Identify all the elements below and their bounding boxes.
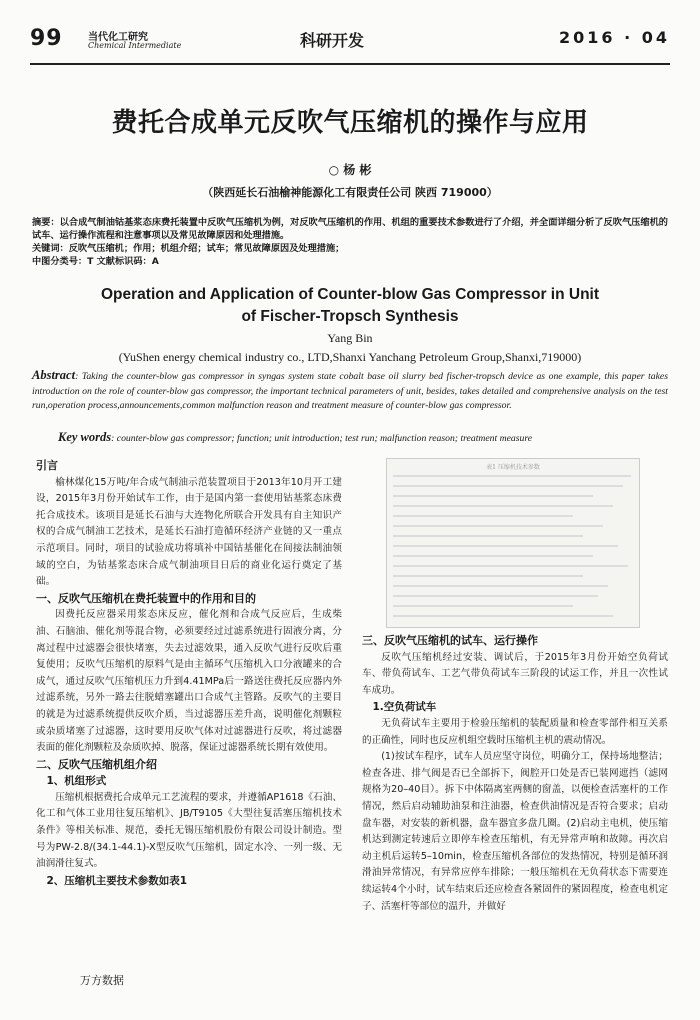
section3-paragraph: 反吹气压缩机经过安装、调试后，于2015年3月份开始空负荷试车、带负荷试车、工艺气带负荷试车三阶段的试运工作，并且一次性试车成功。: [362, 651, 668, 696]
title-en-line1: Operation and Application of Counter-blow Gas Compressor in Unit: [100, 286, 600, 303]
body-right-column: [362, 633, 668, 915]
abstract-en-text: : Taking the counter-blow gas compressor in syngas system state cobalt base oil slurry bed fischer-tropsch device as one example, this paper takes introduction on the role of counter-blow gas compressor, the important technical parameters of unit, besides, takes detailed and comprehensive analysis on the test run,operation process,announcements,common malfunction reason and treatment measure of counter-blow gas compressor.: [32, 371, 668, 411]
table-line: [393, 495, 593, 497]
section-label: 科研开发: [300, 31, 365, 50]
footer-source: 万方数据: [80, 974, 124, 987]
journal-title-en: Chemical Intermediate: [88, 41, 182, 50]
abstract-en: [32, 368, 668, 414]
affiliation-en: (YuShen energy chemical industry co., LTD,Shanxi Yanchang Petroleum Group,Shanxi,719000): [118, 350, 582, 364]
table-line: [393, 575, 583, 577]
table-line: [393, 515, 573, 517]
author-en: Yang Bin: [327, 331, 373, 345]
affiliation-cn: （陕西延长石油榆神能源化工有限责任公司 陕西 719000）: [202, 186, 498, 199]
section2-1-paragraph: 压缩机根据费托合成单元工艺流程的要求，并遵循AP1618《石油、化工和气体工业用往复压缩机》、JB/T9105《大型往复活塞压缩机技术条件》等相关标准、规范，委托无锡压缩机股份有限公司设计制造。型号为PW-2.8/(34.1-44.1)-X型反吹气压缩机，固定水冷、一列一级、无油润滑往复式。: [36, 791, 342, 870]
section3-1-paragraph2: (1)按试车程序，试车人员应坚守岗位，明确分工，保持场地整洁；检查各进、排气阀是否已全部拆下，阀腔开口处是否已装网遮挡（滤网规格为20–40目）。拆下中体隔离室两侧的窗盖，以便检查活塞杆的工作情况，然后启动辅助油泵和注油器，检查供油情况是否符合要求；启动盘车器，对安装的新机器，盘车器宜多盘几圈。(2)启动主电机，使压缩机达到测定转速后立即停车检查压缩机，有无异常声响和故障。再次启动主机后运转5–10min，检查压缩机各部位的发热情况，特别是循环润滑油异常情况，有异常应停车排除；一般压缩机在无负荷状态下需要连续运转4个小时，试车结束后还应检查各紧固件的紧固程度，检查电机定子、活塞杆等部位的温升，并做好: [362, 751, 668, 912]
page-number: 99: [30, 26, 63, 51]
table-line: [393, 535, 583, 537]
intro-heading: 引言: [36, 459, 58, 472]
table-title: 表1 压缩机技术参数: [486, 464, 540, 471]
title-en-line2: of Fischer-Tropsch Synthesis: [241, 308, 459, 325]
abstract-cn: 摘要：以合成气制油钴基浆态床费托装置中反吹气压缩机为例，对反吹气压缩机的作用、机组的重要技术参数进行了介绍，并全面详细分析了反吹气压缩机的试车、运行操作流程和注意事项以及常见故障原因和处理措施。: [32, 217, 668, 241]
abstract-label: Abstract: [32, 368, 76, 382]
keywords-cn: 关键词：反吹气压缩机；作用；机组介绍；试车；常见故障原因及处理措施；: [32, 243, 345, 254]
classification-cn: 中图分类号：T 文献标识码：A: [32, 256, 159, 267]
keywords-en: [58, 430, 668, 445]
header-rule: [30, 63, 670, 65]
section3-heading: 三、反吹气压缩机的试车、运行操作: [362, 634, 538, 647]
section3-1-paragraph1: 无负荷试车主要用于检验压缩机的装配质量和检查零部件相互关系的正确性，同时也反应机组空载时压缩机主机的震动情况。: [362, 717, 668, 746]
keywords-label: Key words: [58, 430, 112, 444]
table-line: [393, 615, 613, 617]
section2-heading: 二、反吹气压缩机组介绍: [36, 757, 157, 771]
intro-paragraph: 榆林煤化15万吨/年合成气制油示范装置项目于2013年10月开工建设，2015年3月份开始试车工作，由于是国内第一套使用钴基浆态床费托合成技术。该项目是延长石油与大连物化所联合开发具有自主知识产权的合成气制油工艺技术，是延长石油打造循环经济产业链的又一重点示范项目。同时，项目的试验成功将填补中国钴基催化在间接法制油领域的空白，为钴基浆态床合成气制油项目日后的商业化运行奠定了基础。: [36, 476, 342, 588]
table-line: [393, 475, 631, 477]
parameter-table-image: [386, 458, 640, 628]
article-title-en: [30, 284, 670, 328]
issue-label: 2016 · 04: [558, 28, 670, 47]
body-left-column: [36, 458, 342, 889]
table-line: [393, 555, 593, 557]
article-title-cn: 费托合成单元反吹气压缩机的操作与应用: [111, 108, 589, 138]
page-header: [30, 24, 670, 64]
section2-1-heading: 1、机组形式: [46, 775, 107, 788]
section1-heading: 一、反吹气压缩机在费托装置中的作用和目的: [36, 591, 256, 605]
table-line: [393, 595, 598, 597]
table-line: [393, 565, 628, 567]
section1-paragraph: 因费托反应器采用浆态床反应，催化剂和合成气反应后，生成柴油、石脑油、催化剂等混合物，必须要经过过滤系统进行固液分离，分离过程中过滤器会很快堵塞，失去过滤效果，通入反吹气进行反吹后重复使用；反吹气压缩机的原料气是由主循环气压缩机入口分液罐来的合成气，通过反吹气压缩机压力升到4.41MPa后一路送往费托反应器内外过滤系统，另外一路去往脱蜡塞罐出口合成气主管路。反吹气的主要目的就是为过滤系统提供反吹介质，当过滤器压差升高，说明催化剂颗粒或杂质堵塞了过滤器，这时要用反吹气体对过滤器进行反吹，将过滤器表面的催化剂颗粒及杂质吹掉、脱落，保证过滤器系统长期有效使用。: [36, 609, 342, 754]
table-line: [393, 505, 613, 507]
table-line: [393, 525, 603, 527]
journal-title-cn: 当代化工研究: [88, 32, 148, 43]
table-line: [393, 605, 573, 607]
section2-2-heading: 2、压缩机主要技术参数如表1: [46, 874, 188, 887]
table-line: [393, 585, 608, 587]
keywords-en-text: : counter-blow gas compressor; function; unit introduction; test run; malfunction reason; treatment measure: [111, 433, 533, 444]
section3-1-heading: 1.空负荷试车: [372, 701, 437, 714]
table-line: [393, 485, 623, 487]
table-line: [393, 545, 618, 547]
author-cn: ○ 杨 彬: [328, 163, 372, 177]
abstract-cn-block: [32, 216, 668, 268]
